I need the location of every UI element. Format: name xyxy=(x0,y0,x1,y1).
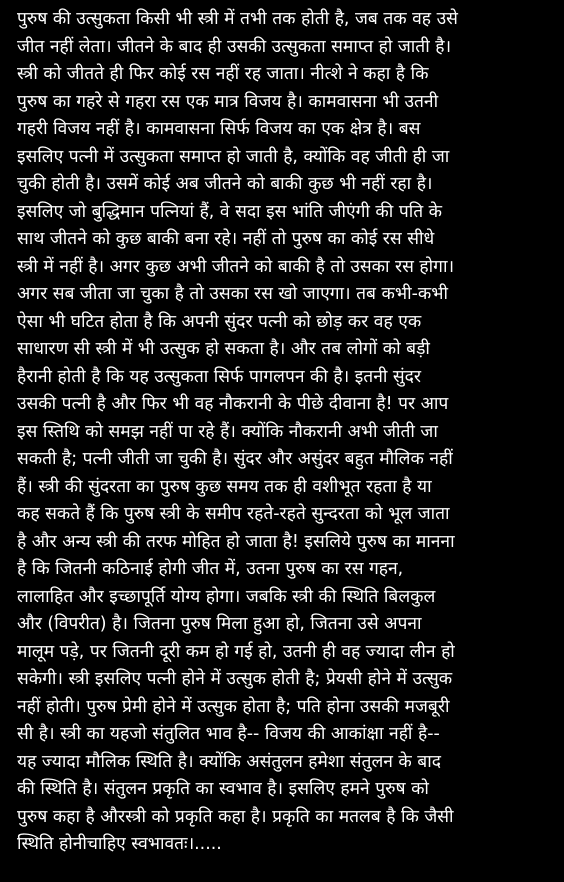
text-line: सकती है; पत्नी जीती जा चुकी है। सुंदर और असुंदर बहुत मौलिक नहीं xyxy=(17,449,453,469)
text-line: यह ज्यादा मौलिक स्थिति है। क्योंकि असंतुलन हमेशा संतुलन के बाद xyxy=(17,751,441,772)
text-line: पुरुष की उत्सुकता किसी भी स्त्री में तभी तक होती है, जब तक वह उसे xyxy=(17,9,458,29)
text-line: साथ जीतने को कुछ बाकी बना रहे। नहीं तो पुरुष का कोई रस सीधे xyxy=(17,229,435,249)
text-line: इसलिए जो बुद्धिमान पत्नियां हैं, वे सदा इस भांति जीएंगी की पति के xyxy=(17,201,442,222)
text-line: चुकी होती है। उसमें कोई अब जीतने को बाकी कुछ भी नहीं रहा है। xyxy=(17,174,433,194)
text-line: सकेगी। स्त्री इसलिए पत्नी होने में उत्सुक होती है; प्रेयसी होने में उत्सुक xyxy=(17,669,453,689)
text-line: इस स्तिथि को समझ नहीं पा रहे हैं। क्योंकि नौकरानी अभी जीती जा xyxy=(17,421,438,442)
text-line: साधारण सी स्त्री में भी उत्सुक हो सकता है। और तब लोगों को बड़ी xyxy=(17,339,430,359)
text-line: की स्थिति है। संतुलन प्रकृति का स्वभाव है। इसलिए हमने पुरुष को xyxy=(17,779,429,799)
text-line: स्थिति होनीचाहिए स्वभावतः।..... xyxy=(17,834,222,854)
text-line: हैरानी होती है कि यह उत्सुकता सिर्फ पागलपन की है। इतनी सुंदर xyxy=(17,366,421,387)
text-line: हैं। स्त्री की सुंदरता का पुरुष कुछ समय तक ही वशीभूत रहता है या xyxy=(17,476,432,497)
text-line: गहरी विजय नहीं है। कामवासना सिर्फ विजय का एक क्षेत्र है। बस xyxy=(17,119,421,139)
text-line: स्त्री को जीतते ही फिर कोई रस नहीं रह जाता। नीत्शे ने कहा है कि xyxy=(17,64,429,84)
text-line: नहीं होती। पुरुष प्रेमी होने में उत्सुक होता है; पति होना उसकी मजबूरी xyxy=(17,696,450,717)
text-line: है और अन्य स्त्री की तरफ मोहित हो जाता है! इसलिये पुरुष का मानना xyxy=(17,531,455,552)
text-line: अगर सब जीता जा चुका है तो उसका रस खो जाएगा। तब कभी-कभी xyxy=(17,284,448,304)
text-line: कह सकते हैं कि पुरुष स्त्री के समीप रहते-रहते सुन्दरता को भूल जाता xyxy=(17,504,450,524)
text-line: स्त्री में नहीं है। अगर कुछ अभी जीतने को बाकी है तो उसका रस होगा। xyxy=(17,256,455,277)
text-line: मालूम पड़े, पर जितनी दूरी कम हो गई हो, उतनी ही वह ज्यादा लीन हो xyxy=(17,641,455,662)
text-line: इसलिए पत्नी में उत्सुकता समाप्त हो जाती है, क्योंकि वह जीती ही जा xyxy=(17,146,450,167)
text-line: जीत नहीं लेता। जीतने के बाद ही उसकी उत्सुकता समाप्त हो जाती है। xyxy=(17,36,452,57)
article-text xyxy=(17,6,556,859)
text-line: लालाहित और इच्छापूर्ति योग्य होगा। जबकि स्त्री की स्थिति बिलकुल xyxy=(17,586,436,607)
text-line: पुरुष कहा है औरस्त्री को प्रकृति कहा है। प्रकृति का मतलब है कि जैसी xyxy=(17,806,454,827)
text-line: सी है। स्त्री का यहजो संतुलित भाव है-- विजय की आकांक्षा नहीं है-- xyxy=(17,724,440,744)
text-line: उसकी पत्नी है और फिर भी वह नौकरानी के पीछे दीवाना है! पर आप xyxy=(17,394,449,414)
text-line: और (विपरीत) है। जितना पुरुष मिला हुआ हो, जितना उसे अपना xyxy=(17,614,422,634)
text-line: है कि जितनी कठिनाई होगी जीत में, उतना पुरुष का रस गहन, xyxy=(17,559,404,579)
text-line: पुरुष का गहरे से गहरा रस एक मात्र विजय है। कामवासना भी उतनी xyxy=(17,91,439,112)
text-line: ऐसा भी घटित होता है कि अपनी सुंदर पत्नी को छोड़ कर वह एक xyxy=(17,311,422,332)
